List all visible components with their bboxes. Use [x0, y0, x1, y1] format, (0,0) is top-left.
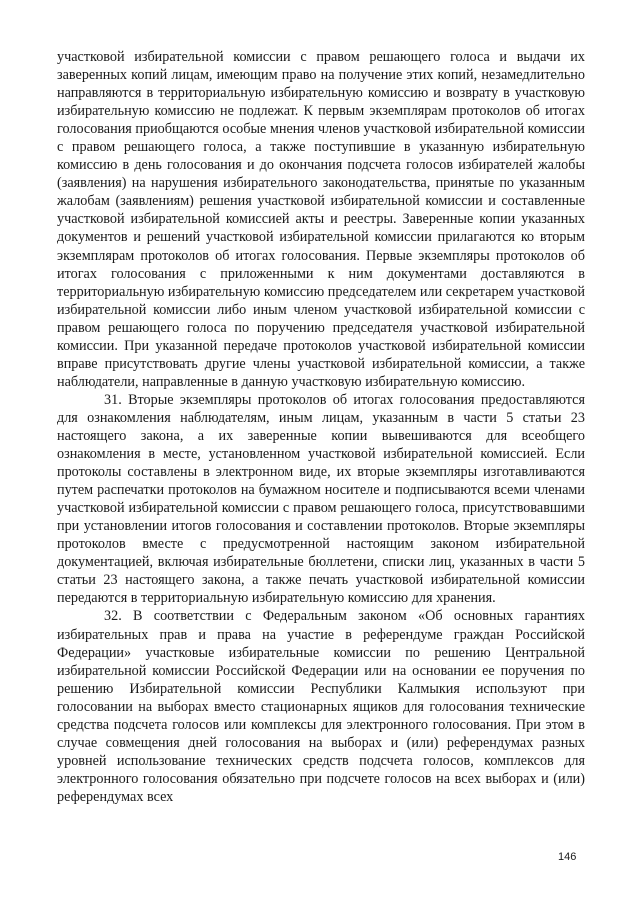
paragraph-continuation: участковой избирательной комиссии с правом решающего голоса и выдачи их заверенных копий лицам, имеющим право на получение этих копий, незамедлительно направляются в территориальную избирательную комиссию и возврату в участковую избирательную комиссию не подлежат. К первым экземплярам протоколов об итогах голосования приобщаются особые мнения членов участковой избирательной комиссии с правом решающего голоса, а также поступившие в указанную избирательную комиссию в день голосования и до окончания подсчета голосов избирателей жалобы (заявления) на нарушения избирательного законодательства, принятые по указанным жалобам (заявлениям) решения участковой избирательной комиссии и составленные участковой избирательной комиссией акты и реестры. Заверенные копии указанных документов и решений участковой избирательной комиссии прилагаются ко вторым экземплярам протоколов об итогах голосования. Первые экземпляры протоколов об итогах голосования с приложенными к ним документами доставляются в территориальную избирательную комиссию председателем или секретарем участковой избирательной комиссии либо иным членом участковой избирательной комиссии с правом решающего голоса по поручению председателя участковой избирательной комиссии. При указанной передаче протоколов участковой избирательной комиссии вправе присутствовать другие члены участковой избирательной комиссии, а также наблюдатели, направленные в данную участковую избирательную комиссию. [57, 49, 585, 390]
document-page [57, 48, 585, 806]
paragraph-item-32: 32. В соответствии с Федеральным законом «Об основных гарантиях избирательных прав и права на участие в референдуме граждан Российской Федерации» участковые избирательные комиссии по решению Центральной избирательной комиссии Российской Федерации или на основании ее поручения по решению Избирательной комиссии Республики Калмыкия используют при голосовании на выборах вместо стационарных ящиков для голосования технические средства подсчета голосов или комплексы для электронного голосования. При этом в случае совмещения дней голосования на выборах и (или) референдумах разных уровней использование технических средств подсчета голосов, комплексов для электронного голосования обязательно при подсчете голосов на всех выборах и (или) референдумах всех [57, 608, 585, 805]
paragraph-item-31: 31. Вторые экземпляры протоколов об итогах голосования предоставляются для ознакомления наблюдателям, иным лицам, указанным в части 5 статьи 23 настоящего закона, а их заверенные копии вывешиваются для всеобщего ознакомления в месте, установленном участковой избирательной комиссией. Если протоколы составлены в электронном виде, их вторые экземпляры изготавливаются путем распечатки протоколов на бумажном носителе и подписываются всеми членами участковой избирательной комиссии с правом решающего голоса, присутствовавшими при установлении итогов голосования и составлении протоколов. Вторые экземпляры протоколов вместе с предусмотренной настоящим законом избирательной документацией, включая избирательные бюллетени, списки лиц, указанных в части 5 статьи 23 настоящего закона, а также печать участковой избирательной комиссии передаются в территориальную избирательную комиссию для хранения. [57, 391, 585, 607]
page-number: 146 [558, 851, 577, 863]
